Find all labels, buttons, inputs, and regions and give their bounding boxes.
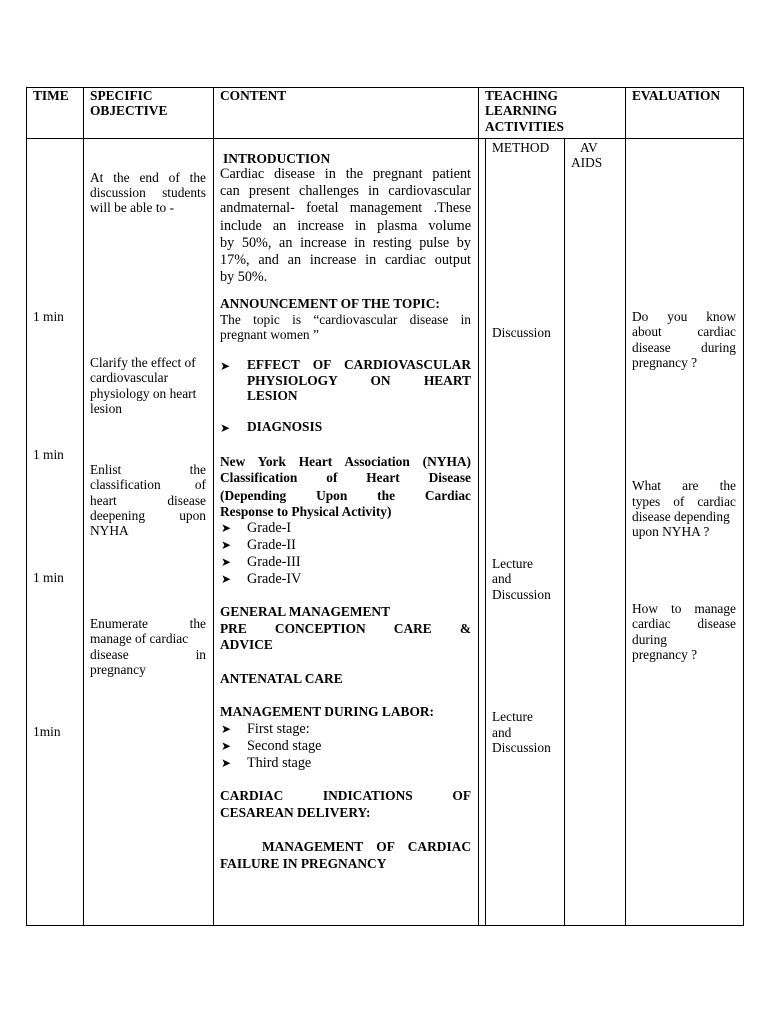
evaluation-1-line-2: about cardiac (632, 324, 736, 339)
grade-2: Grade-II (247, 537, 296, 553)
grade-4: Grade-IV (247, 571, 302, 587)
objective-clarify-1: Clarify the effect of (90, 355, 196, 370)
method-3-line-3: Discussion (492, 740, 551, 755)
objective-enlist-2: classification of (90, 477, 206, 492)
evaluation-3-line-3: during (632, 632, 667, 647)
arrow-bullet-icon: ➤ (221, 555, 232, 569)
introduction-line-2: can present challenges in cardiovascular (220, 183, 471, 199)
arrow-bullet-icon: ➤ (220, 359, 231, 373)
evaluation-2-line-4: upon NYHA ? (632, 524, 710, 539)
introduction-line-5: by 50%, an increase in resting pulse by (220, 235, 471, 251)
table-border-right (743, 87, 744, 926)
method-1: Discussion (492, 325, 551, 340)
evaluation-3-line-4: pregnancy ? (632, 647, 698, 662)
nyha-line-4: Response to Physical Activity) (220, 504, 392, 519)
announcement-heading: ANNOUNCEMENT OF THE TOPIC: (220, 296, 440, 311)
effect-line-1: EFFECT OF CARDIOVASCULAR (247, 357, 471, 372)
introduction-line-1: Cardiac disease in the pregnant patient (220, 166, 471, 182)
header-evaluation: EVALUATION (632, 88, 721, 103)
evaluation-1-line-3: disease during (632, 340, 736, 355)
evaluation-2-line-3: disease depending (632, 509, 730, 524)
evaluation-2-line-2: types of cardiac (632, 494, 736, 509)
objective-enlist-1: Enlist the (90, 462, 206, 477)
nyha-line-1: New York Heart Association (NYHA) (220, 454, 471, 469)
effect-line-3: LESION (247, 388, 298, 403)
evaluation-1-line-1: Do you know (632, 309, 736, 324)
cesarean-line-1: CARDIAC INDICATIONS OF (220, 788, 471, 803)
col-divider-time (83, 87, 84, 926)
method-2-line-3: Discussion (492, 587, 551, 602)
method-3-line-2: and (492, 725, 512, 740)
col-divider-method (564, 138, 565, 926)
method-3-line-1: Lecture (492, 709, 533, 724)
time-4: 1min (33, 724, 61, 739)
introduction-line-3: andmaternal- foetal management .These (220, 200, 471, 216)
failure-line-2: FAILURE IN PREGNANCY (220, 856, 387, 871)
subheader-av-1: AV (580, 140, 598, 155)
preconception-line-2: ADVICE (220, 637, 273, 652)
arrow-bullet-icon: ➤ (221, 572, 232, 586)
table-border-bottom (26, 925, 744, 926)
objective-enlist-5: NYHA (90, 523, 129, 538)
diagnosis-heading: DIAGNOSIS (247, 419, 323, 434)
objective-intro-2: discussion students (90, 185, 206, 200)
method-2-line-1: Lecture (492, 556, 533, 571)
method-2-line-2: and (492, 571, 512, 586)
col-divider-objective (213, 87, 214, 926)
header-activities-1: TEACHING (485, 88, 558, 103)
arrow-bullet-icon: ➤ (221, 521, 232, 535)
labor-stage-3: Third stage (247, 755, 312, 771)
objective-enumerate-1: Enumerate the (90, 616, 206, 631)
announcement-line-1: The topic is “cardiovascular disease in (220, 312, 471, 327)
nyha-line-3: (Depending Upon the Cardiac (220, 488, 471, 503)
antenatal-heading: ANTENATAL CARE (220, 671, 343, 686)
header-time: TIME (33, 88, 69, 103)
arrow-bullet-icon: ➤ (221, 538, 232, 552)
header-objective-2: OBJECTIVE (90, 103, 168, 118)
subheader-av-2: AIDS (571, 155, 603, 170)
objective-intro-1: At the end of the (90, 170, 206, 185)
time-1: 1 min (33, 309, 64, 324)
evaluation-3-line-1: How to manage (632, 601, 736, 616)
arrow-bullet-icon: ➤ (221, 756, 232, 770)
objective-intro-3: will be able to - (90, 200, 175, 215)
introduction-line-7: by 50%. (220, 269, 268, 285)
general-management-heading: GENERAL MANAGEMENT (220, 604, 390, 619)
table-border-left (26, 87, 27, 926)
evaluation-3-line-2: cardiac disease (632, 616, 736, 631)
header-objective-1: SPECIFIC (90, 88, 153, 103)
arrow-bullet-icon: ➤ (220, 421, 231, 435)
objective-clarify-3: physiology on heart (90, 386, 197, 401)
header-content: CONTENT (220, 88, 287, 103)
introduction-line-4: include an increase in plasma volume (220, 218, 471, 234)
nyha-line-2: Classification of Heart Disease (220, 470, 471, 485)
grade-3: Grade-III (247, 554, 301, 570)
header-row-bottom (26, 138, 744, 139)
objective-enumerate-2: manage of cardiac (90, 631, 189, 646)
effect-line-2: PHYSIOLOGY ON HEART (247, 373, 471, 388)
time-2: 1 min (33, 447, 64, 462)
objective-clarify-4: lesion (90, 401, 122, 416)
grade-1: Grade-I (247, 520, 292, 536)
evaluation-2-line-1: What are the (632, 478, 736, 493)
subheader-method: METHOD (492, 140, 550, 155)
preconception-line-1: PRE CONCEPTION CARE & (220, 621, 471, 636)
col-divider-content-a (478, 87, 479, 926)
header-activities-3: ACTIVITIES (485, 119, 564, 134)
arrow-bullet-icon: ➤ (221, 722, 232, 736)
cesarean-line-2: CESAREAN DELIVERY: (220, 805, 371, 820)
objective-enlist-4: deepening upon (90, 508, 206, 523)
time-3: 1 min (33, 570, 64, 585)
header-activities-2: LEARNING (485, 103, 558, 118)
introduction-heading: INTRODUCTION (223, 151, 331, 166)
announcement-line-2: pregnant women ” (220, 327, 319, 342)
objective-enlist-3: heart disease (90, 493, 206, 508)
arrow-bullet-icon: ➤ (221, 739, 232, 753)
col-divider-content-b (485, 138, 486, 926)
evaluation-1-line-4: pregnancy ? (632, 355, 698, 370)
failure-line-1: MANAGEMENT OF CARDIAC (262, 839, 471, 854)
labor-stage-2: Second stage (247, 738, 322, 754)
objective-clarify-2: cardiovascular (90, 370, 169, 385)
objective-enumerate-4: pregnancy (90, 662, 146, 677)
labor-heading: MANAGEMENT DURING LABOR: (220, 704, 435, 719)
labor-stage-1: First stage: (247, 721, 310, 737)
col-divider-activities (625, 87, 626, 926)
introduction-line-6: 17%, and an increase in cardiac output (220, 252, 471, 268)
objective-enumerate-3: disease in (90, 647, 206, 662)
